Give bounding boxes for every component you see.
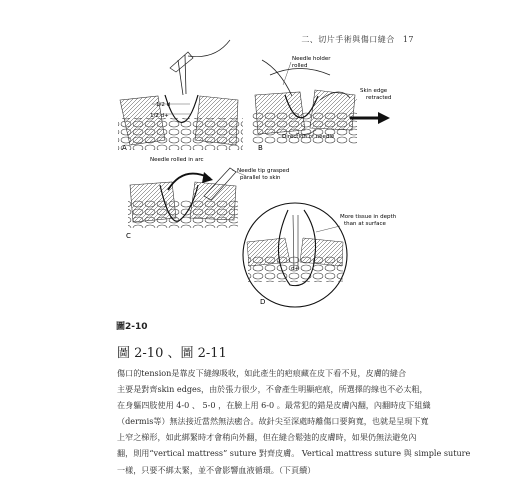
- annotation-more-tissue: More tissue in depth: [340, 214, 397, 220]
- annotation-needle-tip-grasped: Needle tip grasped: [237, 168, 290, 174]
- figure-panel-c: [128, 157, 289, 228]
- section-title: 圖 2-10 、圖 2-11: [117, 346, 227, 361]
- annotation-half-d-plus: 1/2 d+: [150, 113, 169, 119]
- paragraph-line: 傷口的tension是靠皮下縫線吸收，如此產生的疤痕藏在皮下看不見，皮膚的縫合: [117, 368, 407, 378]
- figure-panel-b: [252, 56, 391, 144]
- annotation-retracted: retracted: [366, 95, 392, 101]
- paragraph-line: 主要是對齊skin edges，由於張力很少，不會產生明顯疤痕，所選擇的線也不必太粗，: [117, 384, 428, 395]
- chapter-title: 二、切片手術與傷口縫合: [301, 35, 395, 44]
- annotation-d-plus: d+: [291, 266, 300, 272]
- figure-panel-a: [118, 40, 243, 150]
- figure-caption: 圖2-10: [116, 322, 148, 332]
- body-paragraph: [117, 365, 471, 478]
- annotation-skin-edge: Skin edge: [360, 88, 388, 94]
- figure-panel-d: [243, 203, 397, 307]
- annotation-half-d: 1/2 d: [156, 102, 171, 108]
- paragraph-line: （dermis等）無法接近當然無法癒合。故針尖至深處時離傷口要夠寬，也就是呈現下寬: [117, 416, 429, 427]
- panel-label-b: B: [258, 144, 263, 152]
- paragraph-line: 上窄之梯形，如此綁緊時才會稍向外翻，但在縫合鬆弛的皮膚時，如果仍無法避免內: [117, 432, 417, 443]
- paragraph-line: 翻，則用“vertical mattress” suture 對齊皮膚。 Vertical mattress suture 與 simple suture: [117, 448, 471, 459]
- annotation-parallel-to-skin: parallel to skin: [240, 175, 281, 181]
- paragraph-line: 一樣，只要不綁太緊，並不會影響血液循環。（下頁續）: [117, 464, 316, 475]
- annotation-rolled: rolled: [292, 63, 308, 69]
- annotation-needle-holder: Needle holder: [292, 56, 331, 62]
- page-number: 17: [402, 35, 414, 44]
- annotation-direction-of-needle: Direction of needle: [282, 134, 335, 140]
- annotation-than-at-surface: than at surface: [344, 221, 386, 227]
- panel-label-d: D: [260, 298, 266, 306]
- panel-label-a: A: [122, 144, 127, 152]
- annotation-needle-rolled-in-arc: Needle rolled in arc: [150, 157, 204, 163]
- panel-label-c: C: [126, 232, 131, 240]
- paragraph-line: 在身軀四肢使用 4-0 、 5-0 ，在臉上用 6-0 。最常犯的錯是皮膚內翻，內翻時皮下組織: [117, 400, 431, 411]
